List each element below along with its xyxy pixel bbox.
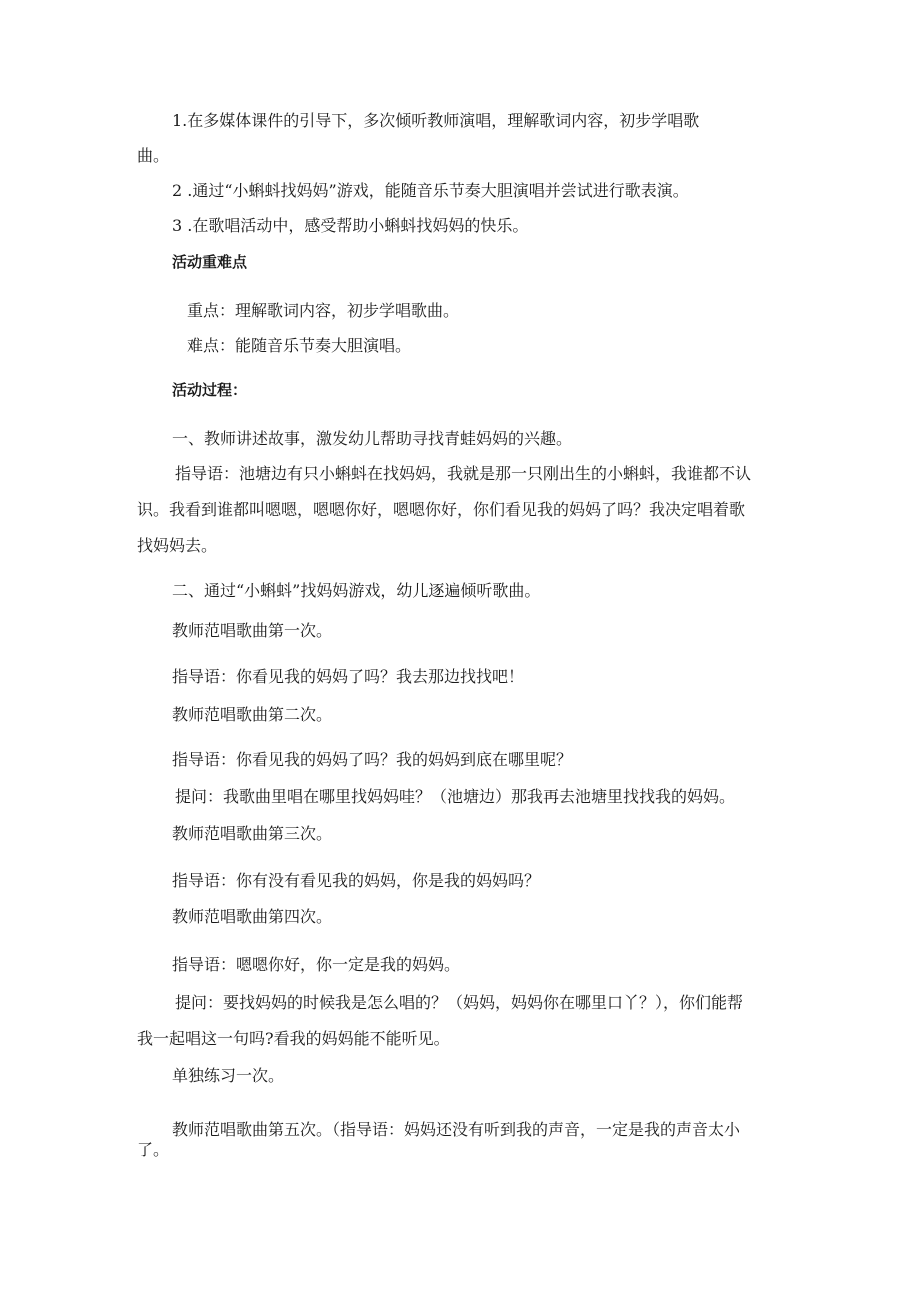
goal-2: 2 .通过“小蝌蚪找妈妈”游戏，能随音乐节奏大胆演唱并尝试进行歌表演。 bbox=[172, 181, 689, 200]
goal-1-line-2: 曲。 bbox=[137, 146, 170, 165]
guide-2: 指导语：你看见我的妈妈了吗？我的妈妈到底在哪里呢？ bbox=[172, 750, 573, 769]
guide-line-1: 指导语：池塘边有只小蝌蚪在找妈妈，我就是那一只刚出生的小蝌蚪，我谁都不认 bbox=[175, 464, 752, 483]
solo-practice: 单独练习一次。 bbox=[172, 1066, 285, 1085]
difficult-point: 难点：能随音乐节奏大胆演唱。 bbox=[187, 336, 412, 355]
guide-line-3: 找妈妈去。 bbox=[137, 536, 218, 555]
guide-line-2: 识。我看到谁都叫嗯嗯，嗯嗯你好，嗯嗯你好，你们看见我的妈妈了吗？我决定唱着歌 bbox=[137, 500, 746, 519]
demo-4: 教师范唱歌曲第四次。 bbox=[172, 907, 333, 926]
guide-1: 指导语：你看见我的妈妈了吗？我去那边找找吧！ bbox=[172, 667, 525, 686]
key-point: 重点：理解歌词内容，初步学唱歌曲。 bbox=[187, 301, 460, 320]
goal-3: 3 .在歌唱活动中，感受帮助小蝌蚪找妈妈的快乐。 bbox=[172, 216, 529, 235]
goal-1-line-1: 1.在多媒体课件的引导下，多次倾听教师演唱，理解歌词内容，初步学唱歌 bbox=[172, 111, 700, 130]
demo-1: 教师范唱歌曲第一次。 bbox=[172, 621, 333, 640]
demo-5-line-2: 了。 bbox=[137, 1140, 170, 1159]
question-2-line-1: 提问：要找妈妈的时候我是怎么唱的？（妈妈，妈妈你在哪里口丫？），你们能帮 bbox=[175, 993, 744, 1012]
step-2-heading: 二、通过“小蝌蚪”找妈妈游戏，幼儿逐遍倾听歌曲。 bbox=[172, 581, 541, 600]
guide-3: 指导语：你有没有看见我的妈妈，你是我的妈妈吗？ bbox=[172, 871, 541, 890]
guide-4: 指导语：嗯嗯你好，你一定是我的妈妈。 bbox=[172, 955, 461, 974]
step-1-heading: 一、教师讲述故事，激发幼儿帮助寻找青蛙妈妈的兴趣。 bbox=[172, 429, 573, 448]
demo-5-line-1: 教师范唱歌曲第五次。（指导语：妈妈还没有听到我的声音，一定是我的声音太小 bbox=[172, 1120, 741, 1139]
demo-3: 教师范唱歌曲第三次。 bbox=[172, 824, 333, 843]
question-1: 提问：我歌曲里唱在哪里找妈妈哇？（池塘边）那我再去池塘里找找我的妈妈。 bbox=[175, 787, 736, 806]
question-2-line-2: 我一起唱这一句吗?看我的妈妈能不能听见。 bbox=[137, 1029, 450, 1048]
section-heading-key-points: 活动重难点 bbox=[172, 253, 248, 271]
section-heading-process: 活动过程： bbox=[172, 381, 248, 399]
demo-2: 教师范唱歌曲第二次。 bbox=[172, 705, 333, 724]
